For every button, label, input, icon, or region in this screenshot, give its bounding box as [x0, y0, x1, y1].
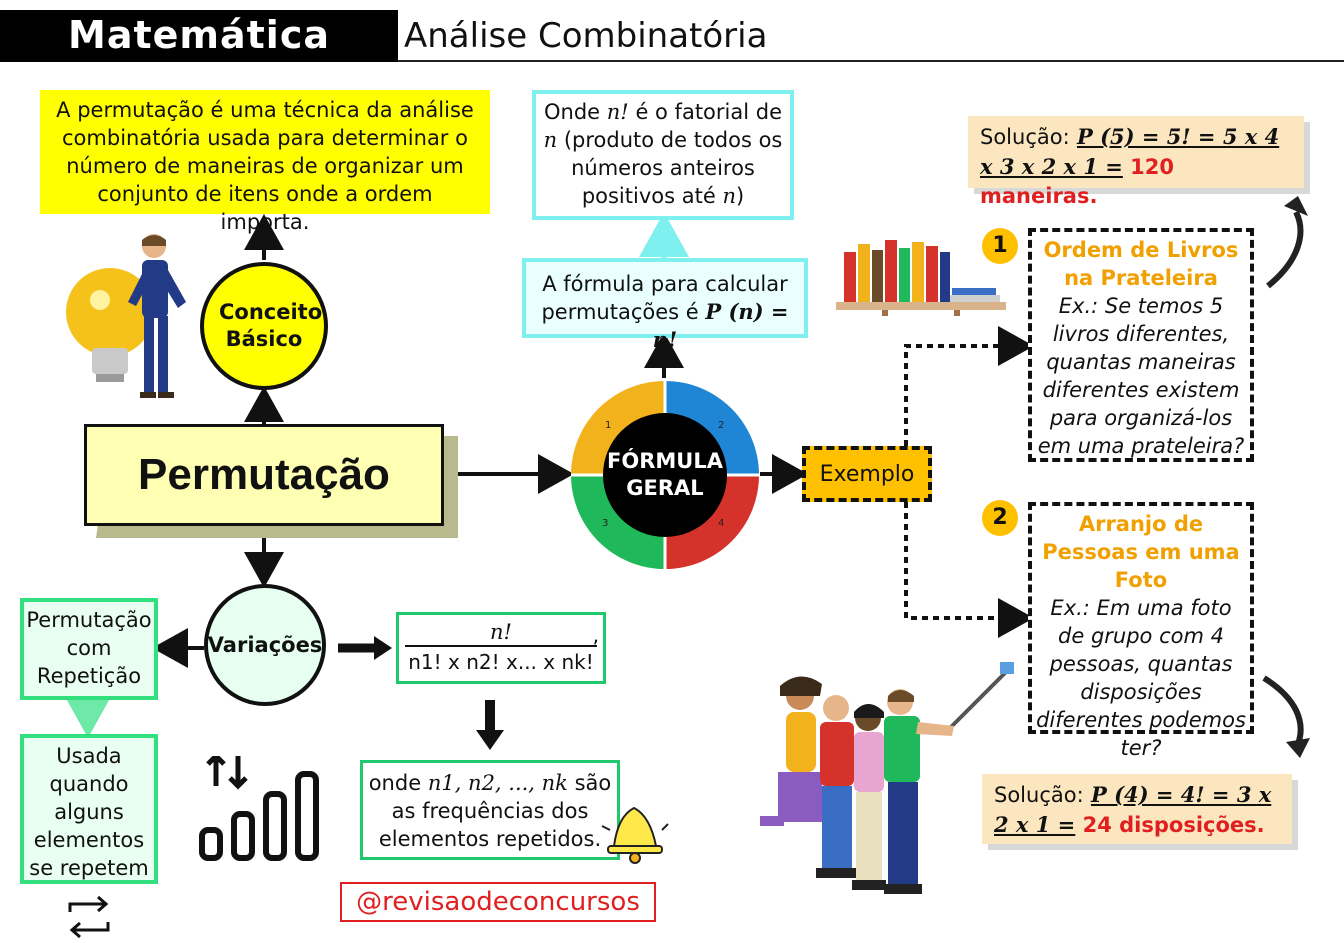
example2-text: Ex.: Em uma foto de grupo com 4 pessoas, quantas disposições diferentes podemos ter? — [1036, 596, 1246, 760]
example2-title: Arranjo de Pessoas em uma Foto — [1042, 512, 1240, 592]
curved-arrow-icon — [1268, 212, 1300, 286]
frequency-text: são as frequências dos elementos repetidos. — [378, 771, 612, 851]
concept-node — [200, 262, 328, 390]
formula-trailing: , — [592, 623, 599, 647]
usage-box — [20, 734, 158, 884]
factorial-symbol: n! — [606, 100, 629, 124]
example2-box — [1028, 502, 1254, 760]
solution1-result: 120 maneiras. — [980, 155, 1175, 208]
factorial-symbol: n — [722, 184, 736, 208]
quadrant-label: 2 — [718, 420, 725, 431]
curved-arrow-icon — [1264, 678, 1301, 744]
frequency-note — [360, 760, 620, 860]
frequency-text: onde — [368, 771, 422, 795]
repetition-box — [20, 598, 158, 700]
quadrant-label: 3 — [602, 518, 609, 529]
usage-text: Usada quando alguns elementos se repetem — [29, 744, 149, 880]
formula-box — [522, 258, 808, 352]
factorial-symbol: n — [543, 128, 558, 152]
factorial-text: é o fatorial de — [635, 100, 782, 124]
formula-expression: P (n) = n! — [652, 299, 789, 352]
main-node — [84, 424, 444, 526]
example1-text: Ex.: Se temos 5 livros diferentes, quantas maneiras diferentes existem para organizá-los em uma prateleira? — [1037, 294, 1245, 458]
formula-text: A fórmula para calcular permutações é — [541, 272, 788, 324]
factorial-text: (produto de todos os números anteiros positivos até — [563, 128, 783, 208]
formula-wheel — [568, 378, 762, 572]
solution2-result: 24 disposições. — [1082, 813, 1265, 837]
factorial-note — [532, 90, 794, 220]
variations-label: Variações — [207, 632, 323, 657]
friends-selfie-icon — [750, 656, 1030, 912]
watermark: @revisaodeconcursos — [340, 882, 656, 922]
definition-box — [40, 90, 490, 234]
example2-number: 2 — [982, 500, 1018, 536]
dotted-to-example1 — [906, 346, 1026, 446]
solution2-label: Solução: — [994, 783, 1084, 807]
example1-title: Ordem de Livros na Prateleira — [1043, 238, 1239, 290]
topic-title: Análise Combinatória — [404, 16, 768, 56]
repeat-icon — [64, 894, 114, 940]
variations-node — [204, 584, 326, 706]
repetition-formula — [396, 612, 606, 684]
arrow-to-frequency — [476, 730, 504, 750]
light-bulb-icon — [50, 230, 200, 410]
example1-number: 1 — [982, 228, 1018, 264]
bar-chart-icon — [196, 756, 332, 864]
formula-line1: FÓRMULA — [607, 449, 723, 473]
bell-icon — [600, 796, 670, 866]
formula-numerator: n! — [405, 619, 597, 647]
sort-arrows-icon — [208, 756, 246, 786]
example-label: Exemplo — [819, 461, 915, 487]
frequency-variables: n1, n2, ..., nk — [427, 771, 568, 795]
subject-title: Matemática — [0, 10, 398, 62]
solution2-expression: P (4) = 4! = 3 x 2 x 1 = — [994, 782, 1272, 837]
solution1-expression: P (5) = 5! = 5 x 4 x 3 x 2 x 1 = — [980, 124, 1280, 179]
definition-text: A permutação é uma técnica da análise combinatória usada para determinar o número de maneiras de organizar um conjunto de itens onde a ordem importa. — [56, 98, 474, 234]
main-label: Permutação — [138, 450, 390, 499]
repetition-text: Permutação com Repetição — [26, 608, 152, 688]
concept-label: Conceito Básico — [219, 300, 323, 351]
factorial-text: ) — [735, 184, 745, 208]
formula-denominator: n1! x n2! x... x nk! — [408, 650, 594, 674]
quadrant-label: 4 — [718, 518, 725, 529]
factorial-text: Onde — [544, 100, 601, 124]
solution1-box — [968, 116, 1304, 208]
example-node — [802, 446, 932, 502]
example1-box — [1028, 228, 1254, 462]
solution1-label: Solução: — [980, 125, 1070, 149]
formula-line2: GERAL — [626, 476, 704, 500]
quadrant-label: 1 — [605, 420, 612, 431]
